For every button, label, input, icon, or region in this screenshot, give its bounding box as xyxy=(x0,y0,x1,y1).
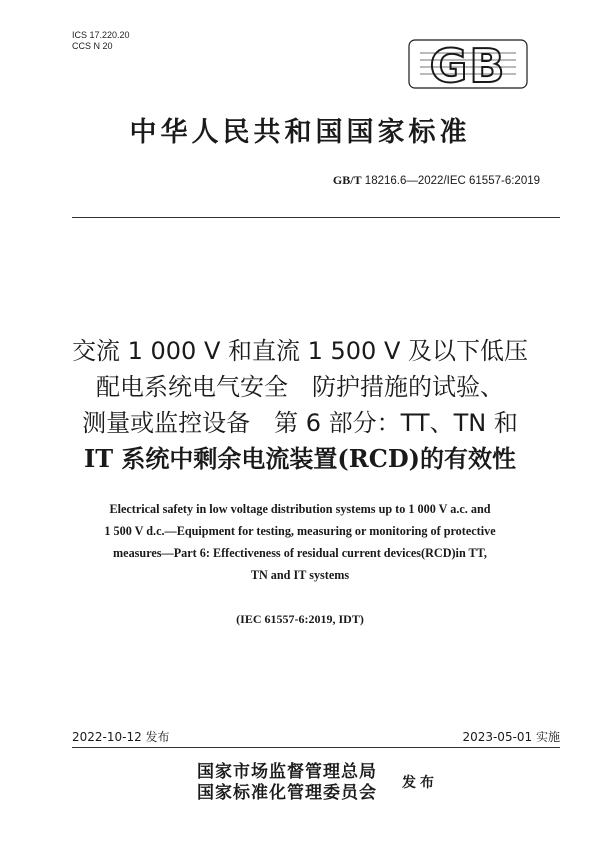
issuer-sac: 国家标准化管理委员会 xyxy=(197,783,377,803)
national-standard-title: 中华人民共和国国家标准 xyxy=(129,117,471,148)
english-title-line: TN and IT systems xyxy=(250,568,350,582)
top-divider xyxy=(72,217,560,218)
standard-number-text: 18216.6—2022/IEC 61557-6:2019 xyxy=(361,175,540,187)
ics-code: ICS 17.220.20 xyxy=(72,30,130,40)
english-title-line: Electrical safety in low voltage distribution systems up to 1 000 V a.c. and xyxy=(109,502,491,516)
adoption-note: (IEC 61557-6:2019, IDT) xyxy=(236,612,364,626)
implementation-date: 2023-05-01 实施 xyxy=(462,730,560,744)
chinese-title-line: 配电系统电气安全 防护措施的试验、 xyxy=(96,373,504,401)
publish-label: 发布 xyxy=(402,775,438,791)
chinese-title-line: 测量或监控设备 第 6 部分：TT、TN 和 xyxy=(82,409,518,437)
chinese-title xyxy=(40,333,560,477)
english-title-line: 1 500 V d.c.—Equipment for testing, measuring or monitoring of protective xyxy=(104,524,496,538)
svg-text:GB: GB xyxy=(429,39,507,89)
chinese-title-line: 交流 1 000 V 和直流 1 500 V 及以下低压 xyxy=(71,337,529,365)
chinese-title-line: IT 系统中剩余电流装置(RCD)的有效性 xyxy=(83,444,516,473)
ccs-code: CCS N 20 xyxy=(72,41,113,51)
classification-codes xyxy=(72,30,130,52)
issuing-bodies xyxy=(197,762,377,804)
issue-date: 2022-10-12 发布 xyxy=(72,730,170,744)
standard-code: GB/T xyxy=(332,173,362,187)
standard-number xyxy=(333,173,540,188)
english-title xyxy=(50,498,550,586)
english-title-line: measures—Part 6: Effectiveness of residual current devices(RCD)in TT, xyxy=(113,546,487,560)
bottom-divider xyxy=(72,747,560,748)
gb-logo xyxy=(408,39,528,89)
issuer-samr: 国家市场监督管理总局 xyxy=(197,762,377,782)
